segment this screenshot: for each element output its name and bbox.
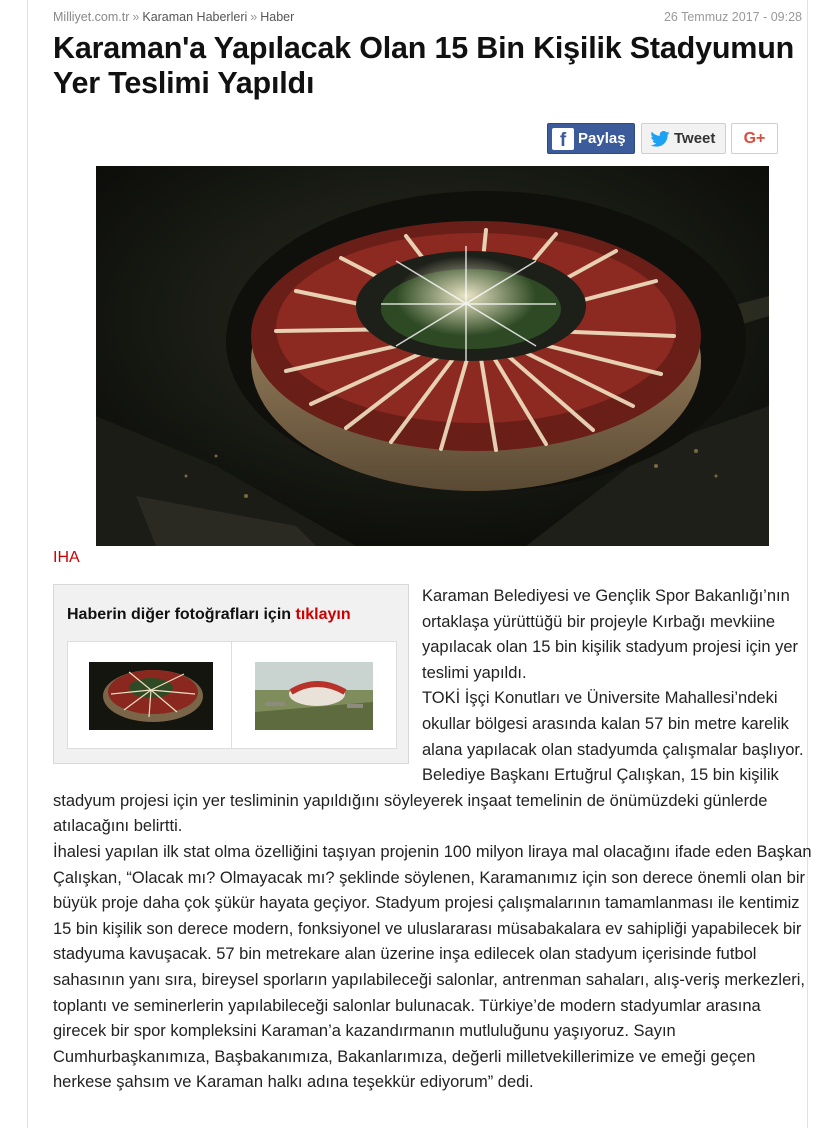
breadcrumb-separator: » xyxy=(250,10,258,24)
breadcrumb-separator: » xyxy=(132,10,140,24)
gallery-float-spacer xyxy=(53,584,422,773)
tweet-label: Tweet xyxy=(674,130,716,147)
publish-date: 26 Temmuz 2017 - 09:28 xyxy=(663,10,802,24)
article-paragraph: TOKİ İşçi Konutları ve Üniversite Mahallesi’ndeki okullar bölgesi arasında kalan 57 bin metre karelik alana yapılacak olan stadyumda çalışmalar başlıyor. Belediye Başkanı Ertuğrul Çalışkan, 15 bin kişilik stadyum projesi için yer tesliminin yapıldığını söyleyerek inşaat temelinin de önümüzdeki günlerde atılacağını belirtti. xyxy=(53,689,804,836)
facebook-icon: f xyxy=(552,128,574,150)
headline: Karaman'a Yapılacak Olan 15 Bin Kişilik Stadyumun Yer Teslimi Yapıldı xyxy=(53,31,795,100)
twitter-bird-icon xyxy=(649,131,671,147)
breadcrumb-page[interactable]: Haber xyxy=(260,10,295,24)
google-plus-icon: G+ xyxy=(743,129,766,147)
article-paragraph: Karaman Belediyesi ve Gençlik Spor Bakanlığı’nın ortaklaşa yürüttüğü bir projeyle Kırbağı mevkiine yapılacak olan 15 bin kişilik stadyum projesi için yer teslimi yapıldı. xyxy=(422,587,799,682)
image-credit: IHA xyxy=(53,549,80,566)
article-paragraph: İhalesi yapılan ilk stat olma özelliğini taşıyan projenin 100 milyon liraya mal olacağını ifade eden Başkan Çalışkan, “Olacak mı? Olmayacak mı? şeklinde söylenen, Karamanımız için son derece önemli olan bir büyük proje daha çok şükür hayata geçiyor. Stadyum projesi çalışmalarının tamamlanması ile kentimiz 15 bin kişilik son derece modern, fonksiyonel ve uluslararası müsabakalara ev sahipliği yapabilecek bir stadyuma kavuşacak. 57 bin metrekare alan üzerine inşa edilecek olan stadyum içerisinde futbol sahasının yanı sıra, bireysel sporların yapılabileceği salonlar, antrenman sahaları, alış-veriş merkezleri, toplantı ve seminerlerin yapılabileceği salonlar bulunacak. Türkiye’de modern stadyumlar arasına girecek bir spor kompleksini Karaman’a kazandırmanın mutluluğunu yaşıyoruz. Sayın Cumhurbaşkanımıza, Başbakanımıza, Bakanlarımıza, değerli milletvekillerimize ve emeği geçen herkese şahsım ve Karaman halkı adına teşekkür ediyorum” dedi. xyxy=(53,842,812,1092)
google-plus-button[interactable] xyxy=(731,123,778,154)
top-bar xyxy=(53,10,802,26)
article-body xyxy=(53,584,813,1096)
tweet-button[interactable] xyxy=(641,123,726,154)
breadcrumb-site[interactable]: Milliyet.com.tr xyxy=(53,10,130,24)
gallery-title-text: Haberin diğer fotoğrafları için xyxy=(67,606,292,623)
breadcrumb-section[interactable]: Karaman Haberleri xyxy=(142,10,248,24)
facebook-share-label: Paylaş xyxy=(578,130,626,147)
facebook-share-button[interactable] xyxy=(547,123,635,154)
gallery-link[interactable]: tıklayın xyxy=(295,606,351,623)
stadium-photo[interactable] xyxy=(96,166,769,546)
